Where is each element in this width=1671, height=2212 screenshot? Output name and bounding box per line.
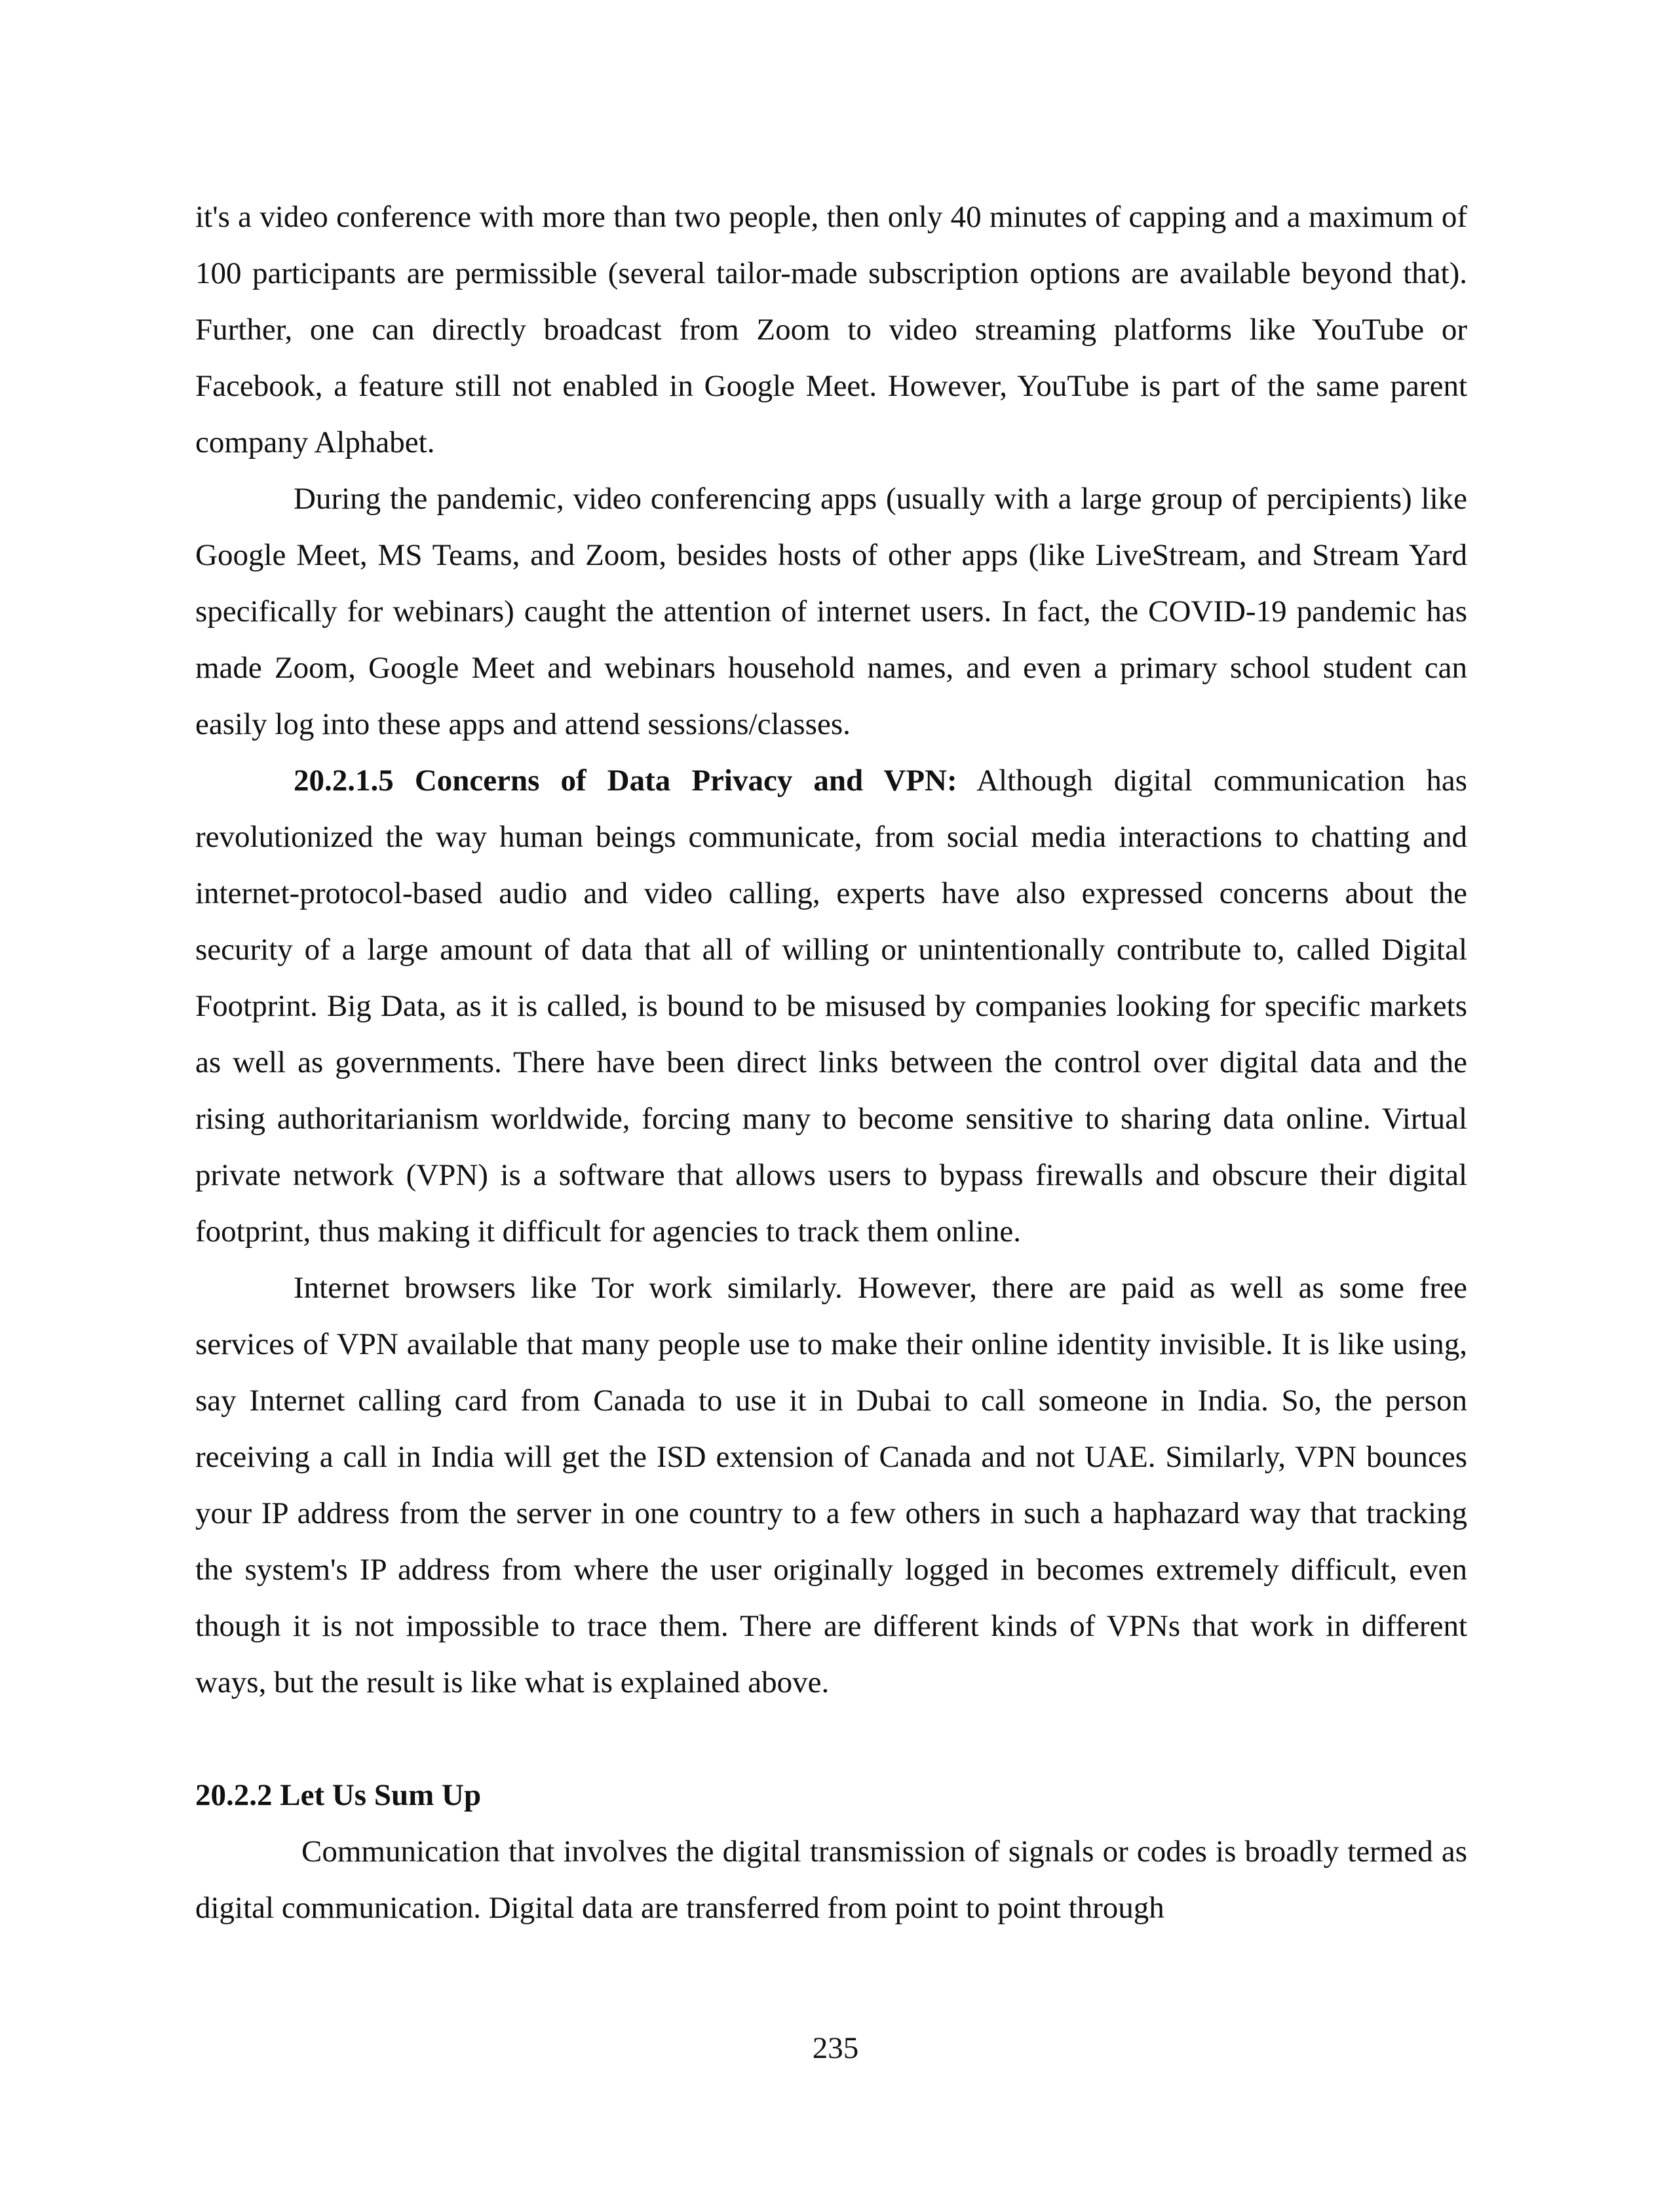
subsection-heading-data-privacy: 20.2.1.5 Concerns of Data Privacy and VPN: bbox=[294, 764, 957, 798]
page-body bbox=[195, 189, 1467, 1936]
paragraph-vpn-explanation: Internet browsers like Tor work similarly. However, there are paid as well as some free services of VPN available that many people use to make their online identity invisible. It is like using, say Internet calling card from Canada to use it in Dubai to call someone in India. So, the person receiving a call in India will get the ISD extension of Canada and not UAE. Similarly, VPN bounces your IP address from the server in one country to a few others in such a haphazard way that tracking the system's IP address from where the user originally logged in becomes extremely difficult, even though it is not impossible to trace them. There are different kinds of VPNs that work in different ways, but the result is like what is explained above. bbox=[195, 1271, 1467, 1699]
paragraph-data-privacy bbox=[195, 752, 1467, 1260]
paragraph-sum-up: Communication that involves the digital transmission of signals or codes is broadly termed as digital communication. Digital data are transferred from point to point through bbox=[195, 1834, 1467, 1925]
section-heading-sum-up: 20.2.2 Let Us Sum Up bbox=[195, 1778, 482, 1812]
page-number: 235 bbox=[812, 2031, 859, 2065]
paragraph-data-privacy-body: Although digital communication has revolutionized the way human beings communicate, from social media interactions to chatting and internet-protocol-based audio and video calling, experts have also expressed concerns about the security of a large amount of data that all of willing or unintentionally contribute to, called Digital Footprint. Big Data, as it is called, is bound to be misused by companies looking for specific markets as well as governments. There have been direct links between the control over digital data and the rising authoritarianism worldwide, forcing many to become sensitive to sharing data online. Virtual private network (VPN) is a software that allows users to bypass firewalls and obscure their digital footprint, thus making it difficult for agencies to track them online. bbox=[195, 764, 1467, 1249]
paragraph-pandemic-apps: During the pandemic, video conferencing apps (usually with a large group of percipients) like Google Meet, MS Teams, and Zoom, besides hosts of other apps (like LiveStream, and Stream Yard specifically for webinars) caught the attention of internet users. In fact, the COVID-19 pandemic has made Zoom, Google Meet and webinars household names, and even a primary school student can easily log into these apps and attend sessions/classes. bbox=[195, 482, 1467, 741]
paragraph-zoom-limits: it's a video conference with more than two people, then only 40 minutes of capping and a maximum of 100 participants are permissible (several tailor-made subscription options are available beyond that). Further, one can directly broadcast from Zoom to video streaming platforms like YouTube or Facebook, a feature still not enabled in Google Meet. However, YouTube is part of the same parent company Alphabet. bbox=[195, 200, 1467, 459]
